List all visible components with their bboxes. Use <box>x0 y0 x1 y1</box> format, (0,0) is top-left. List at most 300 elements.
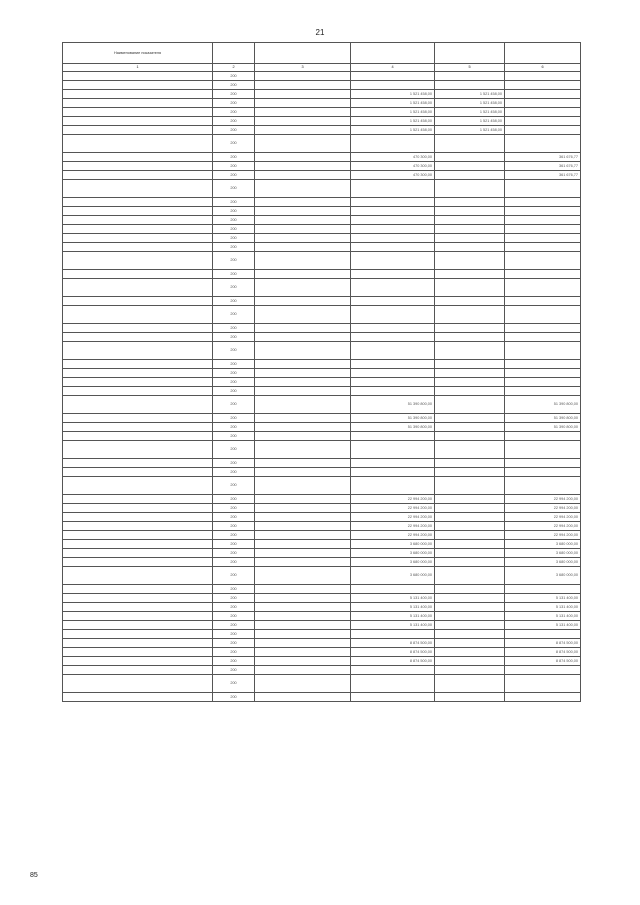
row-classification <box>255 558 351 567</box>
row-code: 200 <box>213 522 255 531</box>
row-unexecuted <box>505 99 581 108</box>
row-approved: 8 874 500,00 <box>351 648 435 657</box>
row-classification <box>255 333 351 342</box>
table-row <box>63 108 581 117</box>
row-approved: 1 521 458,00 <box>351 126 435 135</box>
row-label <box>63 108 213 117</box>
row-label <box>63 162 213 171</box>
table-row <box>63 585 581 594</box>
row-label <box>63 171 213 180</box>
row-label <box>63 243 213 252</box>
row-code: 200 <box>213 504 255 513</box>
row-classification <box>255 81 351 90</box>
row-unexecuted <box>505 630 581 639</box>
row-classification <box>255 243 351 252</box>
row-label <box>63 594 213 603</box>
row-approved <box>351 459 435 468</box>
row-code: 200 <box>213 99 255 108</box>
row-classification <box>255 162 351 171</box>
row-label <box>63 369 213 378</box>
row-executed <box>435 522 505 531</box>
table-row <box>63 72 581 81</box>
row-code: 200 <box>213 441 255 459</box>
table-row <box>63 531 581 540</box>
row-unexecuted <box>505 126 581 135</box>
row-label <box>63 522 213 531</box>
header-row <box>63 43 581 64</box>
row-classification <box>255 621 351 630</box>
table-row <box>63 171 581 180</box>
table-row <box>63 567 581 585</box>
table-row <box>63 243 581 252</box>
row-classification <box>255 477 351 495</box>
row-approved <box>351 216 435 225</box>
row-classification <box>255 675 351 693</box>
row-executed <box>435 477 505 495</box>
table-row <box>63 459 581 468</box>
row-label <box>63 531 213 540</box>
row-classification <box>255 153 351 162</box>
row-classification <box>255 360 351 369</box>
row-approved: 5 131 400,00 <box>351 612 435 621</box>
header-cell <box>213 43 255 64</box>
row-executed <box>435 432 505 441</box>
row-label <box>63 333 213 342</box>
table-row <box>63 99 581 108</box>
row-code: 200 <box>213 630 255 639</box>
row-code: 200 <box>213 234 255 243</box>
row-classification <box>255 90 351 99</box>
table-row <box>63 342 581 360</box>
row-executed <box>435 459 505 468</box>
row-classification <box>255 459 351 468</box>
table-row <box>63 594 581 603</box>
row-executed <box>435 423 505 432</box>
table-row <box>63 549 581 558</box>
row-approved <box>351 675 435 693</box>
row-approved <box>351 243 435 252</box>
row-approved <box>351 279 435 297</box>
table-row <box>63 279 581 297</box>
table-row <box>63 81 581 90</box>
row-label <box>63 252 213 270</box>
row-code: 200 <box>213 171 255 180</box>
row-classification <box>255 207 351 216</box>
row-executed <box>435 171 505 180</box>
row-unexecuted: 361 676,77 <box>505 153 581 162</box>
row-executed <box>435 387 505 396</box>
row-code: 200 <box>213 378 255 387</box>
row-executed <box>435 540 505 549</box>
table-row <box>63 378 581 387</box>
table-row <box>63 90 581 99</box>
row-executed <box>435 306 505 324</box>
row-unexecuted: 3 680 000,00 <box>505 540 581 549</box>
row-approved <box>351 135 435 153</box>
row-unexecuted: 3 680 000,00 <box>505 567 581 585</box>
table-row <box>63 657 581 666</box>
row-unexecuted: 3 680 000,00 <box>505 558 581 567</box>
row-classification <box>255 126 351 135</box>
row-approved: 1 521 458,00 <box>351 117 435 126</box>
row-classification <box>255 135 351 153</box>
row-code: 200 <box>213 531 255 540</box>
row-code: 200 <box>213 135 255 153</box>
row-label <box>63 432 213 441</box>
row-code: 200 <box>213 306 255 324</box>
header-cell <box>351 43 435 64</box>
row-label <box>63 540 213 549</box>
table-row <box>63 675 581 693</box>
row-label <box>63 693 213 702</box>
row-label <box>63 477 213 495</box>
row-code: 200 <box>213 513 255 522</box>
table-row <box>63 540 581 549</box>
row-approved: 51 390 800,00 <box>351 414 435 423</box>
row-approved <box>351 666 435 675</box>
column-number: 2 <box>213 64 255 72</box>
row-unexecuted <box>505 378 581 387</box>
column-number: 5 <box>435 64 505 72</box>
row-unexecuted <box>505 252 581 270</box>
row-classification <box>255 387 351 396</box>
row-classification <box>255 306 351 324</box>
table-row <box>63 297 581 306</box>
row-executed <box>435 333 505 342</box>
table-row <box>63 612 581 621</box>
table-row <box>63 117 581 126</box>
row-label <box>63 414 213 423</box>
header-cell <box>505 43 581 64</box>
row-executed <box>435 378 505 387</box>
row-approved <box>351 369 435 378</box>
table-row <box>63 621 581 630</box>
table-row <box>63 153 581 162</box>
row-approved: 1 521 458,00 <box>351 99 435 108</box>
row-approved: 470 300,00 <box>351 162 435 171</box>
table-row <box>63 513 581 522</box>
row-unexecuted <box>505 90 581 99</box>
row-code: 200 <box>213 594 255 603</box>
row-code: 200 <box>213 108 255 117</box>
row-classification <box>255 441 351 459</box>
row-executed <box>435 324 505 333</box>
row-unexecuted <box>505 432 581 441</box>
row-code: 200 <box>213 270 255 279</box>
row-approved: 51 390 800,00 <box>351 423 435 432</box>
row-classification <box>255 252 351 270</box>
row-unexecuted <box>505 369 581 378</box>
row-approved <box>351 225 435 234</box>
row-unexecuted: 5 131 400,00 <box>505 621 581 630</box>
row-label <box>63 270 213 279</box>
table-row <box>63 630 581 639</box>
row-code: 200 <box>213 639 255 648</box>
row-executed <box>435 549 505 558</box>
row-unexecuted <box>505 297 581 306</box>
table-row <box>63 648 581 657</box>
row-unexecuted: 5 131 400,00 <box>505 594 581 603</box>
row-code: 200 <box>213 153 255 162</box>
row-code: 200 <box>213 243 255 252</box>
table-row <box>63 603 581 612</box>
row-classification <box>255 468 351 477</box>
table-row <box>63 162 581 171</box>
row-unexecuted <box>505 585 581 594</box>
table-row <box>63 504 581 513</box>
row-classification <box>255 639 351 648</box>
row-approved <box>351 585 435 594</box>
row-label <box>63 648 213 657</box>
row-unexecuted: 22 994 200,00 <box>505 495 581 504</box>
table-row <box>63 135 581 153</box>
row-label <box>63 558 213 567</box>
row-approved: 22 994 200,00 <box>351 504 435 513</box>
row-label <box>63 81 213 90</box>
table-row <box>63 324 581 333</box>
row-unexecuted <box>505 306 581 324</box>
row-label <box>63 459 213 468</box>
row-classification <box>255 108 351 117</box>
row-executed <box>435 207 505 216</box>
table-row <box>63 198 581 207</box>
row-label <box>63 387 213 396</box>
row-unexecuted <box>505 324 581 333</box>
table-row <box>63 180 581 198</box>
row-label <box>63 621 213 630</box>
row-approved: 22 994 200,00 <box>351 513 435 522</box>
column-number: 4 <box>351 64 435 72</box>
row-label <box>63 360 213 369</box>
row-classification <box>255 297 351 306</box>
row-approved <box>351 333 435 342</box>
row-approved <box>351 207 435 216</box>
row-executed <box>435 243 505 252</box>
row-unexecuted <box>505 72 581 81</box>
row-code: 200 <box>213 612 255 621</box>
row-approved <box>351 468 435 477</box>
row-code: 200 <box>213 648 255 657</box>
table-row <box>63 468 581 477</box>
row-unexecuted: 51 390 800,00 <box>505 423 581 432</box>
row-approved <box>351 72 435 81</box>
row-unexecuted <box>505 234 581 243</box>
row-approved <box>351 378 435 387</box>
row-label <box>63 72 213 81</box>
row-unexecuted <box>505 387 581 396</box>
row-classification <box>255 612 351 621</box>
row-approved <box>351 387 435 396</box>
header-cell <box>435 43 505 64</box>
row-unexecuted <box>505 279 581 297</box>
row-approved: 5 131 400,00 <box>351 603 435 612</box>
row-code: 200 <box>213 558 255 567</box>
row-approved <box>351 360 435 369</box>
row-label <box>63 216 213 225</box>
row-label <box>63 549 213 558</box>
page-number: 21 <box>315 28 325 37</box>
table-row <box>63 270 581 279</box>
row-code: 200 <box>213 324 255 333</box>
row-classification <box>255 396 351 414</box>
row-executed <box>435 153 505 162</box>
row-label <box>63 324 213 333</box>
row-executed <box>435 630 505 639</box>
row-label <box>63 423 213 432</box>
row-executed: 1 521 458,00 <box>435 90 505 99</box>
row-label <box>63 297 213 306</box>
table-row <box>63 387 581 396</box>
row-approved: 22 994 200,00 <box>351 495 435 504</box>
row-approved <box>351 630 435 639</box>
row-executed <box>435 558 505 567</box>
row-label <box>63 630 213 639</box>
row-code: 200 <box>213 396 255 414</box>
row-approved: 22 994 200,00 <box>351 531 435 540</box>
row-executed <box>435 495 505 504</box>
row-code: 200 <box>213 387 255 396</box>
row-classification <box>255 423 351 432</box>
row-classification <box>255 117 351 126</box>
row-approved <box>351 81 435 90</box>
row-executed <box>435 603 505 612</box>
row-unexecuted <box>505 360 581 369</box>
row-unexecuted: 3 680 000,00 <box>505 549 581 558</box>
row-label <box>63 306 213 324</box>
row-unexecuted: 361 676,77 <box>505 171 581 180</box>
row-approved: 5 131 400,00 <box>351 594 435 603</box>
row-code: 200 <box>213 117 255 126</box>
row-executed <box>435 180 505 198</box>
table-row <box>63 207 581 216</box>
row-classification <box>255 522 351 531</box>
row-code: 200 <box>213 198 255 207</box>
row-label <box>63 117 213 126</box>
row-approved: 3 680 000,00 <box>351 549 435 558</box>
row-code: 200 <box>213 216 255 225</box>
row-executed <box>435 585 505 594</box>
row-approved <box>351 252 435 270</box>
row-unexecuted <box>505 207 581 216</box>
column-number-row <box>63 64 581 72</box>
row-executed: 1 521 458,00 <box>435 108 505 117</box>
row-executed: 1 521 458,00 <box>435 126 505 135</box>
row-classification <box>255 369 351 378</box>
row-approved <box>351 324 435 333</box>
row-label <box>63 513 213 522</box>
row-code: 200 <box>213 72 255 81</box>
row-label <box>63 207 213 216</box>
row-label <box>63 180 213 198</box>
row-approved <box>351 432 435 441</box>
row-code: 200 <box>213 126 255 135</box>
row-label <box>63 441 213 459</box>
row-unexecuted: 361 676,77 <box>505 162 581 171</box>
row-classification <box>255 99 351 108</box>
row-code: 200 <box>213 333 255 342</box>
row-label <box>63 603 213 612</box>
row-label <box>63 279 213 297</box>
table-row <box>63 225 581 234</box>
row-unexecuted <box>505 117 581 126</box>
row-code: 200 <box>213 549 255 558</box>
row-unexecuted: 22 994 200,00 <box>505 531 581 540</box>
row-executed: 1 521 458,00 <box>435 99 505 108</box>
row-code: 200 <box>213 495 255 504</box>
row-unexecuted <box>505 180 581 198</box>
row-classification <box>255 666 351 675</box>
row-unexecuted <box>505 243 581 252</box>
table-row <box>63 216 581 225</box>
row-code: 200 <box>213 252 255 270</box>
row-label <box>63 585 213 594</box>
row-approved: 470 300,00 <box>351 171 435 180</box>
row-executed <box>435 360 505 369</box>
row-classification <box>255 171 351 180</box>
row-classification <box>255 72 351 81</box>
row-classification <box>255 270 351 279</box>
row-executed <box>435 675 505 693</box>
row-approved: 1 521 458,00 <box>351 90 435 99</box>
row-classification <box>255 693 351 702</box>
row-unexecuted: 22 994 200,00 <box>505 513 581 522</box>
row-code: 200 <box>213 468 255 477</box>
row-unexecuted <box>505 216 581 225</box>
row-code: 200 <box>213 540 255 549</box>
row-unexecuted <box>505 342 581 360</box>
row-executed <box>435 216 505 225</box>
row-approved <box>351 234 435 243</box>
row-classification <box>255 234 351 243</box>
row-label <box>63 639 213 648</box>
row-code: 200 <box>213 423 255 432</box>
row-unexecuted: 5 131 400,00 <box>505 603 581 612</box>
row-approved <box>351 693 435 702</box>
row-label <box>63 396 213 414</box>
row-code: 200 <box>213 81 255 90</box>
row-unexecuted <box>505 225 581 234</box>
row-code: 200 <box>213 414 255 423</box>
table-row <box>63 423 581 432</box>
row-label <box>63 135 213 153</box>
row-label <box>63 126 213 135</box>
row-executed <box>435 567 505 585</box>
row-executed <box>435 441 505 459</box>
row-approved: 3 680 000,00 <box>351 567 435 585</box>
table-row <box>63 333 581 342</box>
table-row <box>63 360 581 369</box>
row-executed <box>435 612 505 621</box>
row-classification <box>255 540 351 549</box>
row-unexecuted: 22 994 200,00 <box>505 504 581 513</box>
table-row <box>63 396 581 414</box>
row-executed <box>435 342 505 360</box>
row-label <box>63 234 213 243</box>
row-executed <box>435 162 505 171</box>
row-approved <box>351 342 435 360</box>
header-cell: Наименование показателя <box>63 43 213 64</box>
footer-page-number: 85 <box>30 872 38 879</box>
row-approved: 8 874 500,00 <box>351 639 435 648</box>
row-executed <box>435 297 505 306</box>
row-label <box>63 504 213 513</box>
row-code: 200 <box>213 693 255 702</box>
row-classification <box>255 279 351 297</box>
row-approved: 8 874 500,00 <box>351 657 435 666</box>
row-label <box>63 153 213 162</box>
row-code: 200 <box>213 477 255 495</box>
row-executed <box>435 198 505 207</box>
